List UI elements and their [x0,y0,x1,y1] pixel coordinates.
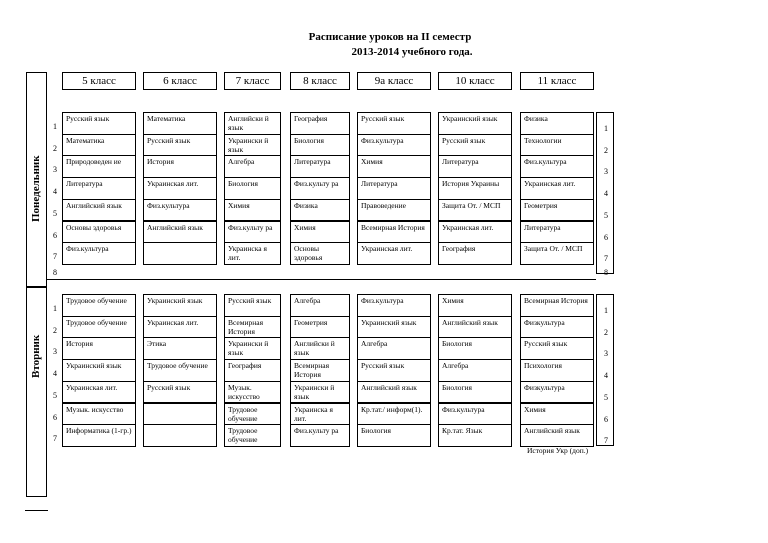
lesson-cell: Украинский язык [438,112,512,135]
day-label-monday: Понедельник [30,155,42,222]
class-header: 10 класс [438,72,512,90]
lesson-cell: Основы здоровья [290,242,350,265]
lesson-number: 4 [53,369,57,379]
lesson-number: 7 [53,252,57,262]
lesson-cell: Химия [224,199,281,222]
lesson-cell: Физкультура [520,381,594,404]
lesson-cell: Английский язык [143,221,217,244]
page-title: Расписание уроков на II семестр [308,31,472,43]
lesson-cell: Музык. искусство [224,381,281,404]
lesson-cell: Русский язык [438,134,512,157]
class-header: 9а класс [357,72,431,90]
lesson-number: 1 [53,304,57,313]
lesson-cell: Алгебра [290,294,350,317]
lesson-cell: Алгебра [438,359,512,382]
tuesday-label-box [26,287,47,497]
lesson-number-right: 2 [604,145,608,155]
lesson-cell: Литература [357,177,431,200]
lesson-cell: Химия [520,403,594,426]
lesson-cell: Защита От. / МСП [520,242,594,265]
lesson-number-right: 4 [604,189,608,199]
lesson-number: 3 [53,165,57,175]
lesson-cell: Украинский язык [357,316,431,339]
lesson-cell: Физ.культура [62,242,136,265]
lesson-number: 6 [53,412,57,422]
lesson-cell: Трудовое обучение [224,424,281,447]
row-divider [47,279,596,280]
lesson-number-right: 1 [604,306,608,315]
day-label-tuesday: Вторник [30,334,42,378]
lesson-cell: Биология [438,337,512,360]
lesson-cell: Биология [438,381,512,404]
lesson-number: 6 [53,230,57,240]
class-header: 7 класс [224,72,281,90]
lesson-cell: Всемирная История [520,294,594,317]
lesson-cell: Русский язык [357,359,431,382]
lesson-cell: Всемирная История [290,359,350,382]
lesson-cell: Трудовое обучение [62,316,136,339]
lesson-cell: Информатика (1-гр.) [62,424,136,447]
lesson-cell: Английски й язык [290,337,350,360]
extra-note: История Укр (доп.) [527,446,589,455]
lesson-number-right: 6 [604,414,608,424]
lesson-cell: Украинска я лит. [224,242,281,265]
lesson-cell: Английский язык [357,381,431,404]
lesson-cell: Химия [290,221,350,244]
lesson-number: 4 [53,187,57,197]
lesson-cell: Физ.культура [143,199,217,222]
lesson-cell: Украинская лит. [143,177,217,200]
class-header: 11 класс [520,72,594,90]
lesson-cell: Биология [290,134,350,157]
lesson-cell: Биология [357,424,431,447]
lesson-cell: Английски й язык [224,112,281,135]
lesson-cell: Физ.культура [438,403,512,426]
lesson-number-right: 6 [604,232,608,242]
class-header: 6 класс [143,72,217,90]
lesson-cell: География [224,359,281,382]
lesson-number: 7 [53,434,57,444]
lesson-cell: Физ.культура [357,134,431,157]
lesson-number: 8 [53,267,57,277]
lesson-cell: Литература [438,155,512,178]
lesson-cell: Трудовое обучение [224,403,281,426]
lesson-number-right: 3 [604,167,608,177]
lesson-cell: Литература [520,221,594,244]
lesson-cell [143,403,217,426]
class-header: 8 класс [290,72,350,90]
lesson-cell: История Украины [438,177,512,200]
lesson-cell: Русский язык [357,112,431,135]
lesson-number-right: 5 [604,210,608,220]
lesson-number: 1 [53,122,57,131]
lesson-number-right: 7 [604,436,608,446]
lesson-number-right: 3 [604,349,608,359]
lesson-cell: Биология [224,177,281,200]
lesson-cell: Украинская лит. [520,177,594,200]
lesson-cell: Алгебра [357,337,431,360]
lesson-number: 3 [53,347,57,357]
lesson-number-right: 4 [604,371,608,381]
lesson-cell: Трудовое обучение [62,294,136,317]
lesson-cell: Трудовое обучение [143,359,217,382]
lesson-cell: Музык. искусство [62,403,136,426]
lesson-cell: Украинская лит. [357,242,431,265]
lesson-number-right: 8 [604,267,608,277]
lesson-cell: Украинский язык [62,359,136,382]
lesson-cell: Физика [520,112,594,135]
lesson-cell: Русский язык [224,294,281,317]
lesson-cell: Физ.культура [357,294,431,317]
lesson-cell: Физкультура [520,316,594,339]
lesson-cell: Психология [520,359,594,382]
lesson-cell [143,424,217,447]
lesson-cell: Физ.культу ра [224,221,281,244]
lesson-cell: Украинский язык [143,294,217,317]
lesson-cell: Украински й язык [224,337,281,360]
lesson-number-right: 2 [604,327,608,337]
lesson-number: 2 [53,325,57,335]
lesson-cell: Правоведение [357,199,431,222]
lesson-cell: Русский язык [62,112,136,135]
page-subtitle: 2013-2014 учебного года. [351,46,473,58]
lesson-cell: Украинска я лит. [290,403,350,426]
lesson-cell: Математика [143,112,217,135]
lesson-number-right: 7 [604,254,608,264]
lesson-cell: Русский язык [143,134,217,157]
lesson-cell: Литература [290,155,350,178]
lesson-cell: Основы здоровья [62,221,136,244]
lesson-cell: География [438,242,512,265]
lesson-cell: История [143,155,217,178]
lesson-number-right: 1 [604,124,608,133]
lesson-cell: Алгебра [224,155,281,178]
lesson-cell: Русский язык [520,337,594,360]
lesson-cell: Технологии [520,134,594,157]
lesson-cell: Украински й язык [224,134,281,157]
lesson-cell: География [290,112,350,135]
lesson-cell: Английский язык [62,199,136,222]
lesson-cell: История [62,337,136,360]
footer-line [25,510,48,511]
lesson-cell: Физ.культу ра [290,177,350,200]
lesson-cell: Английский язык [520,424,594,447]
lesson-cell: Украинская лит. [143,316,217,339]
lesson-cell: Защита От. / МСП [438,199,512,222]
lesson-cell: Физика [290,199,350,222]
lesson-cell: Всемирная История [224,316,281,339]
lesson-cell: Физ.культу ра [290,424,350,447]
lesson-cell: Русский язык [143,381,217,404]
lesson-cell: Природоведен ие [62,155,136,178]
lesson-number-right: 5 [604,392,608,402]
lesson-cell: Математика [62,134,136,157]
lesson-cell: Кр.тат. Язык [438,424,512,447]
class-header: 5 класс [62,72,136,90]
lesson-cell [143,242,217,265]
lesson-number: 5 [53,208,57,218]
lesson-cell: Литература [62,177,136,200]
lesson-cell: Геометрия [290,316,350,339]
lesson-cell: Химия [438,294,512,317]
lesson-number: 2 [53,143,57,153]
lesson-cell: Украинская лит. [438,221,512,244]
lesson-cell: Кр.тат./ информ(1). [357,403,431,426]
lesson-cell: Украинская лит. [62,381,136,404]
lesson-cell: Этика [143,337,217,360]
lesson-cell: Физ.культура [520,155,594,178]
lesson-cell: Украински й язык [290,381,350,404]
lesson-cell: Химия [357,155,431,178]
lesson-cell: Всемирная История [357,221,431,244]
lesson-cell: Английский язык [438,316,512,339]
lesson-number: 5 [53,390,57,400]
lesson-cell: Геометрия [520,199,594,222]
